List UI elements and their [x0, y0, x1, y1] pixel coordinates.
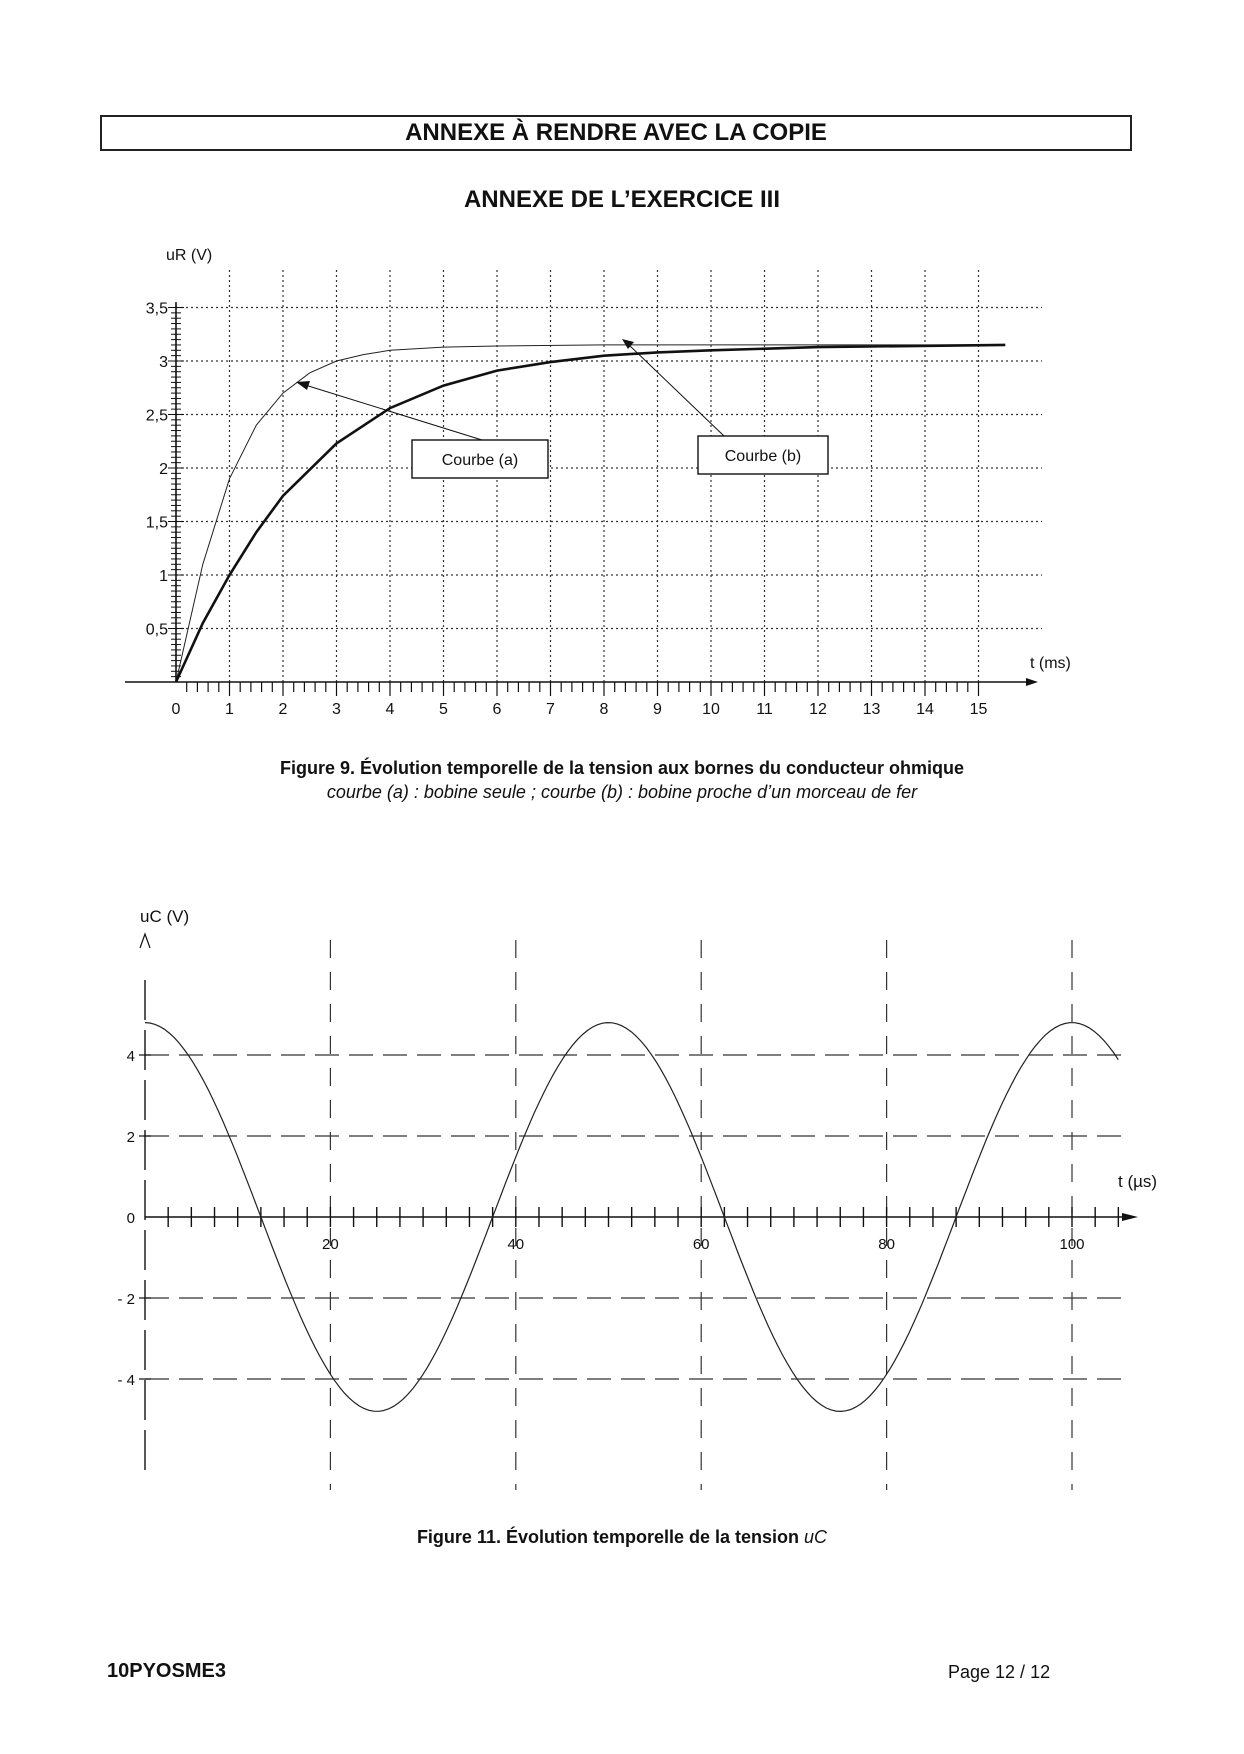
x-tick-label: 15: [969, 701, 988, 718]
y-axis-label: uC (V): [140, 907, 190, 926]
y-tick-label: 0,5: [145, 621, 168, 639]
x-tick-label: 12: [809, 701, 827, 718]
courbe-a-leader: [302, 384, 482, 440]
x-tick-label: 9: [653, 701, 662, 718]
figure-9-grid: [176, 270, 1042, 682]
figure-11-caption-text: Figure 11. Évolution temporelle de la tension: [416, 1527, 805, 1547]
document-code: 10PYOSME3: [107, 1660, 226, 1682]
y-tick-label: 1: [159, 568, 168, 585]
x-axis-label: t (µs): [1118, 1172, 1158, 1191]
figure-11-axes: [139, 934, 1138, 1480]
x-axis-arrow: [1122, 1213, 1138, 1221]
x-tick-label: 14: [916, 701, 934, 718]
x-tick-label: 13: [862, 701, 881, 718]
figure-9-series: [176, 345, 1005, 682]
figure-11-caption: [0, 1527, 1244, 1548]
courbe-b-annotation: [622, 339, 828, 474]
x-tick-label: 20: [322, 1236, 339, 1253]
y-tick-label: 4: [126, 1048, 135, 1065]
curve-b: [176, 345, 1005, 682]
exercise-subtitle: ANNEXE DE L’EXERCICE III: [463, 186, 781, 213]
y-tick-label: 1,5: [145, 514, 168, 532]
page-number: Page 12 / 12: [948, 1662, 1051, 1682]
x-tick-label: 0: [171, 701, 181, 718]
figure-9-chart: [0, 240, 1244, 730]
figure-9-caption-sub: courbe (a) : bobine seule ; courbe (b) : bobine proche d’un morceau de fer: [326, 782, 918, 802]
curve-a: [176, 345, 979, 682]
x-tick-label: 10: [702, 701, 720, 718]
y-tick-label: 0: [126, 1210, 135, 1227]
x-axis-label: t (ms): [1030, 655, 1071, 672]
courbe-a-label: Courbe (a): [441, 452, 519, 469]
x-axis-arrow: [1026, 678, 1038, 686]
y-tick-label: 2,5: [145, 407, 168, 425]
y-tick-label: - 4: [117, 1372, 135, 1389]
x-tick-label: 80: [878, 1236, 895, 1253]
x-tick-label: 3: [332, 701, 341, 718]
figure-11-labels: [117, 907, 1157, 1389]
y-tick-label: 2: [159, 461, 168, 478]
y-axis-arrow: [140, 934, 150, 948]
x-tick-label: 8: [599, 701, 609, 718]
x-tick-label: 40: [507, 1236, 525, 1253]
x-tick-label: 4: [385, 701, 395, 718]
y-tick-label: 3: [159, 354, 168, 371]
courbe-a-arrow: [296, 381, 310, 390]
y-axis-label: uR (V): [166, 247, 213, 264]
figure-9-ticks: [168, 308, 979, 697]
y-tick-label: 2: [126, 1129, 135, 1146]
figure-9-caption: Figure 9. Évolution temporelle de la tension aux bornes du conducteur ohmique: [279, 758, 965, 778]
courbe-b-leader: [628, 344, 724, 436]
annex-banner: ANNEXE À RENDRE AVEC LA COPIE: [100, 115, 1132, 151]
figure-11-chart: [0, 890, 1244, 1510]
y-tick-label: - 2: [117, 1291, 135, 1308]
x-tick-label: 60: [692, 1236, 710, 1253]
x-tick-label: 7: [546, 701, 555, 718]
x-tick-label: 11: [756, 701, 773, 718]
y-tick-label: 3,5: [145, 300, 168, 318]
x-tick-label: 1: [225, 701, 234, 718]
x-tick-label: 5: [439, 701, 448, 718]
courbe-b-label: Courbe (b): [724, 448, 802, 465]
figure-11-caption-var: uC: [804, 1527, 828, 1547]
x-tick-label: 2: [278, 701, 288, 718]
x-tick-label: 100: [1059, 1236, 1085, 1253]
x-tick-label: 6: [492, 701, 502, 718]
figure-9-labels: [146, 247, 1071, 718]
